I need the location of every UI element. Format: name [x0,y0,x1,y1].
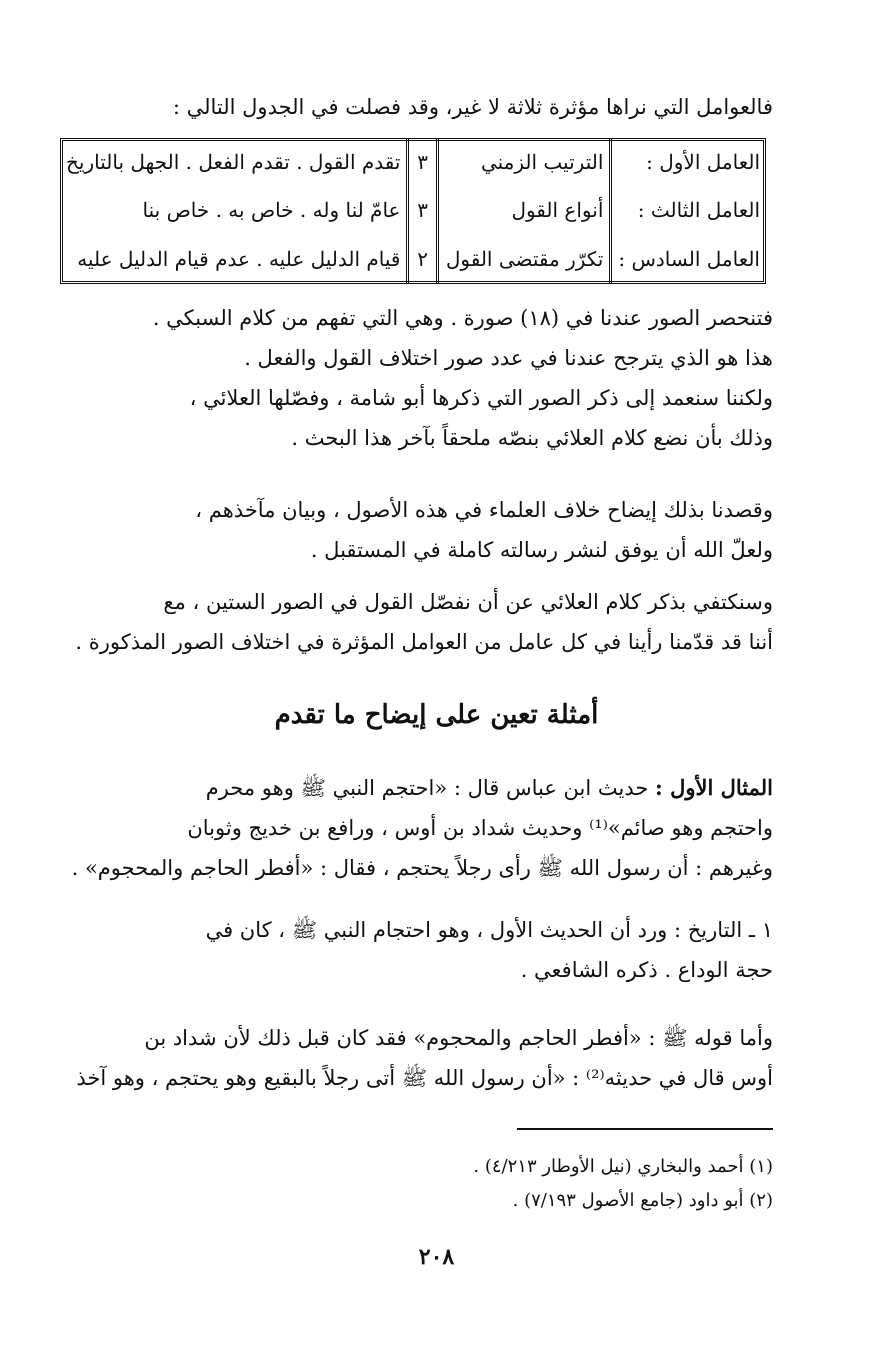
table-row [60,186,766,234]
example-line: وغيرهم : أن رسول الله ﷺ رأى رجلاً يحتجم ، فقال : «أفطر الحاجم والمحجوم» . [71,856,773,880]
example-line: وأما قوله ﷺ : «أفطر الحاجم والمحجوم» فقد كان قبل ذلك لأن شداد بن [144,1026,773,1050]
paragraph-line: وذلك بأن نضع كلام العلائي بنصّه ملحقاً بآخر هذا البحث . [291,426,773,450]
footnote: (٢) أبو داود (جامع الأصول ٧/١٩٣) . [512,1190,773,1211]
footnote-divider [517,1128,773,1130]
factor-label: العامل الثالث : [611,186,766,234]
example-line: أوس قال في حديثه⁽²⁾ : «أن رسول الله ﷺ أتى رجلاً بالبقيع وهو يحتجم ، وهو آخذ [76,1066,773,1090]
footnote: (١) أحمد والبخاري (نيل الأوطار ٤/٢١٣) . [473,1156,773,1177]
factor-count: ٣ [408,138,437,186]
factor-detail: عامّ لنا وله . خاص به . خاص بنا [142,198,401,223]
example-text: حديث ابن عباس قال : «احتجم النبي ﷺ وهو محرم [205,776,656,800]
factor-label: العامل السادس : [611,235,766,283]
example-line: واحتجم وهو صائم»⁽¹⁾ وحديث شداد بن أوس ، ورافع بن خديج وثوبان [187,816,773,840]
paragraph-line: هذا هو الذي يترجح عندنا في عدد صور اختلاف القول والفعل . [244,346,773,370]
intro-sentence: فالعوامل التي نراها مؤثرة ثلاثة لا غير، وقد فصلت في الجدول التالي : [172,95,773,119]
paragraph-purpose [73,490,773,570]
example-saying [73,1018,773,1098]
paragraph-line: وقصدنا بذلك إيضاح خلاف العلماء في هذه الأصول ، وبيان مآخذهم ، [195,498,773,522]
factor-detail: قيام الدليل عليه . عدم قيام الدليل عليه [77,246,401,271]
factors-table [60,138,766,283]
paragraph-line: ولعلّ الله أن يوفق لنشر رسالته كاملة في المستقبل . [310,538,773,562]
example-one [73,768,773,888]
paragraph-line: فتنحصر الصور عندنا في (١٨) صورة . وهي التي تفهم من كلام السبكي . [152,306,773,330]
example-label: المثال الأول : [655,775,773,800]
factor-name: تكرّر مقتضى القول [437,235,611,283]
paragraph-forms-count [73,298,773,458]
factor-count: ٣ [408,186,437,234]
page-number: ٢٠٨ [418,1244,455,1270]
example-line: ١ ـ التاريخ : ورد أن الحديث الأول ، وهو احتجام النبي ﷺ ، كان في [205,918,773,942]
paragraph-line: أننا قد قدّمنا رأينا في كل عامل من العوامل المؤثرة في اختلاف الصور المذكورة . [75,630,773,654]
footnotes [73,1150,773,1218]
paragraph-line: ولكننا سنعمد إلى ذكر الصور التي ذكرها أبو شامة ، وفصّلها العلائي ، [189,386,773,410]
example-line: حجة الوداع . ذكره الشافعي . [520,958,773,982]
factor-label: العامل الأول : [611,138,766,186]
section-heading: أمثلة تعين على إيضاح ما تقدم [274,700,599,730]
factor-count: ٢ [408,235,437,283]
factor-detail: تقدم القول . تقدم الفعل . الجهل بالتاريخ [66,150,401,175]
table-row [60,235,766,283]
factor-name: أنواع القول [437,186,611,234]
paragraph-scope [73,582,773,662]
example-line [73,768,773,808]
paragraph-line: وسنكتفي بذكر كلام العلائي عن أن نفصّل القول في الصور الستين ، مع [163,590,773,614]
factor-name: الترتيب الزمني [437,138,611,186]
table-row [60,138,766,186]
example-history [73,910,773,990]
